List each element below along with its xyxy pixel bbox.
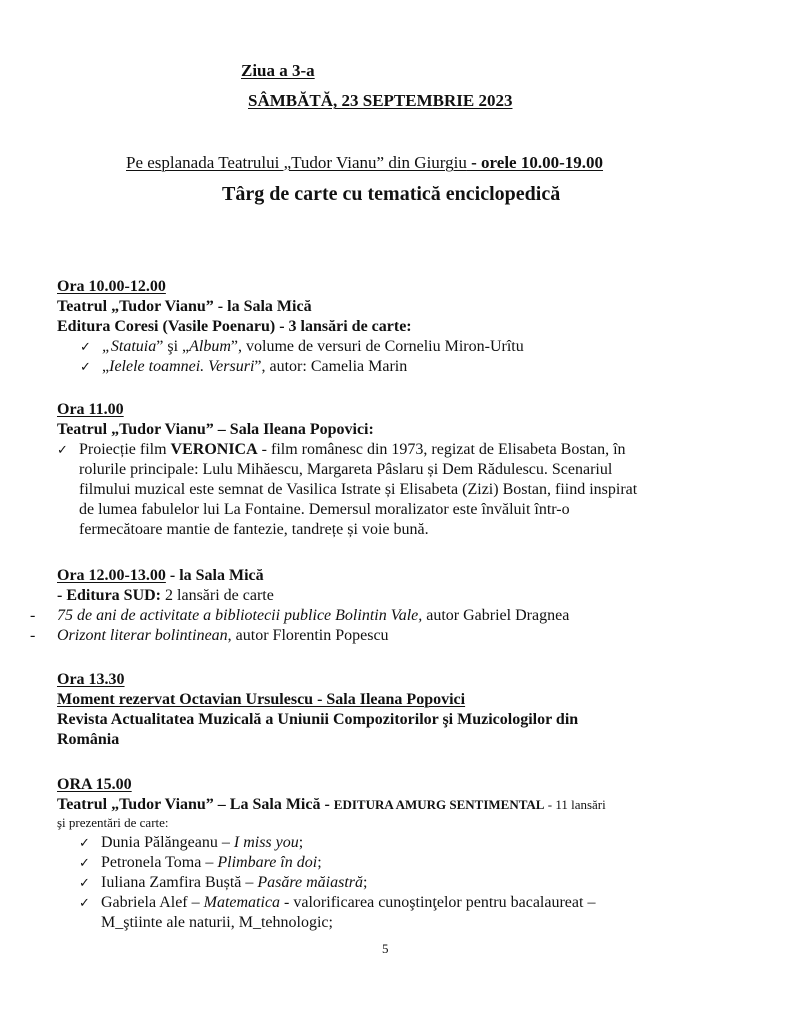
section5-item-2: ✓ Petronela Toma – Plimbare în doi; [79, 854, 322, 871]
venue-text: Pe esplanada Teatrului „Tudor Vianu” din Giurgiu [126, 153, 467, 172]
check-icon: ✓ [80, 340, 91, 355]
section2-location: Teatrul „Tudor Vianu” – Sala Ileana Popovici: [57, 421, 374, 438]
check-icon: ✓ [79, 896, 90, 911]
section3-time: Ora 12.00-13.00 [57, 567, 166, 584]
section5-item-4-line2: M_ştiinte ale naturii, M_tehnologic; [101, 914, 333, 931]
section3-location: - la Sala Mică [165, 567, 264, 584]
section1-item-2: ✓ „Ielele toamnei. Versuri”, autor: Camelia Marin [80, 358, 408, 375]
section3-header [57, 568, 264, 584]
section1-publisher: Editura Coresi (Vasile Poenaru) - 3 lansări de carte: [57, 318, 412, 335]
section2-line-4: fermecătoare mantie de fantezie, tandrețe și voie bună. [79, 521, 429, 538]
section5-publisher: EDITURA AMURG SENTIMENTAL [333, 797, 545, 812]
page-number: 5 [382, 941, 389, 956]
section4-magazine-line1: Revista Actualitatea Muzicală a Uniunii Compozitorilor şi Muzicologilor din [57, 711, 579, 728]
section5-item-4: ✓ Gabriela Alef – Matematica - valorificarea cunoştinţelor pentru bacalaureat – [79, 894, 596, 911]
venue-hours: - orele 10.00-19.00 [466, 153, 604, 172]
dash-bullet: - [30, 627, 36, 644]
section4-moment: Moment rezervat Octavian Ursulescu - Sala Ileana Popovici [57, 691, 466, 708]
check-icon: ✓ [57, 443, 68, 458]
section2-time: Ora 11.00 [57, 401, 124, 418]
section3-item-1: - 75 de ani de activitate a bibliotecii publice Bolintin Vale, autor Gabriel Dragnea [30, 607, 570, 624]
section4-magazine-line2: România [57, 731, 120, 748]
section5-location-line [57, 797, 606, 813]
section2-item: ✓ Proiecție film VERONICA - film românesc din 1973, regizat de Elisabeta Bostan, în [57, 441, 626, 458]
section4-time: Ora 13.30 [57, 671, 125, 688]
section2-line-2: filmului muzical este semnat de Vasilica Istrate și Elisabeta (Zizi) Bostan, fiind inspirat [79, 481, 638, 498]
dash-bullet: - [30, 607, 36, 624]
check-icon: ✓ [80, 360, 91, 375]
section3-item-2: - Orizont literar bolintinean, autor Florentin Popescu [30, 627, 389, 644]
section1-item-1: ✓ „Statuia” şi „Album”, volume de versuri de Corneliu Miron-Urîtu [80, 338, 524, 355]
section2-line-3: de lumea fabulelor lui La Fontaine. Demersul moralizator este învăluit într-o [79, 501, 570, 518]
section2-line-1: rolurile principale: Lulu Mihăescu, Margareta Pâslaru și Dem Rădulescu. Scenariul [79, 461, 613, 478]
section5-count: - 11 lansări [544, 797, 606, 812]
section5-count-line2: şi prezentări de carte: [57, 815, 169, 830]
section1-time: Ora 10.00-12.00 [57, 278, 166, 295]
venue-line [126, 154, 603, 171]
check-icon: ✓ [79, 836, 90, 851]
check-icon: ✓ [79, 876, 90, 891]
day-label: Ziua a 3-a [241, 61, 315, 80]
date-heading: SÂMBĂTĂ, 23 SEPTEMBRIE 2023 [248, 91, 513, 110]
section5-time: ORA 15.00 [57, 776, 132, 793]
section3-publisher: - Editura SUD: 2 lansări de carte [57, 587, 274, 604]
fair-title: Târg de carte cu tematică enciclopedică [222, 183, 561, 205]
section1-location: Teatrul „Tudor Vianu” - la Sala Mică [57, 298, 312, 315]
section5-location: Teatrul „Tudor Vianu” – La Sala Mică - [57, 796, 334, 813]
section5-item-3: ✓ Iuliana Zamfira Buștă – Pasăre măiastră; [79, 874, 368, 891]
check-icon: ✓ [79, 856, 90, 871]
section5-item-1: ✓ Dunia Pălăngeanu – I miss you; [79, 834, 304, 851]
